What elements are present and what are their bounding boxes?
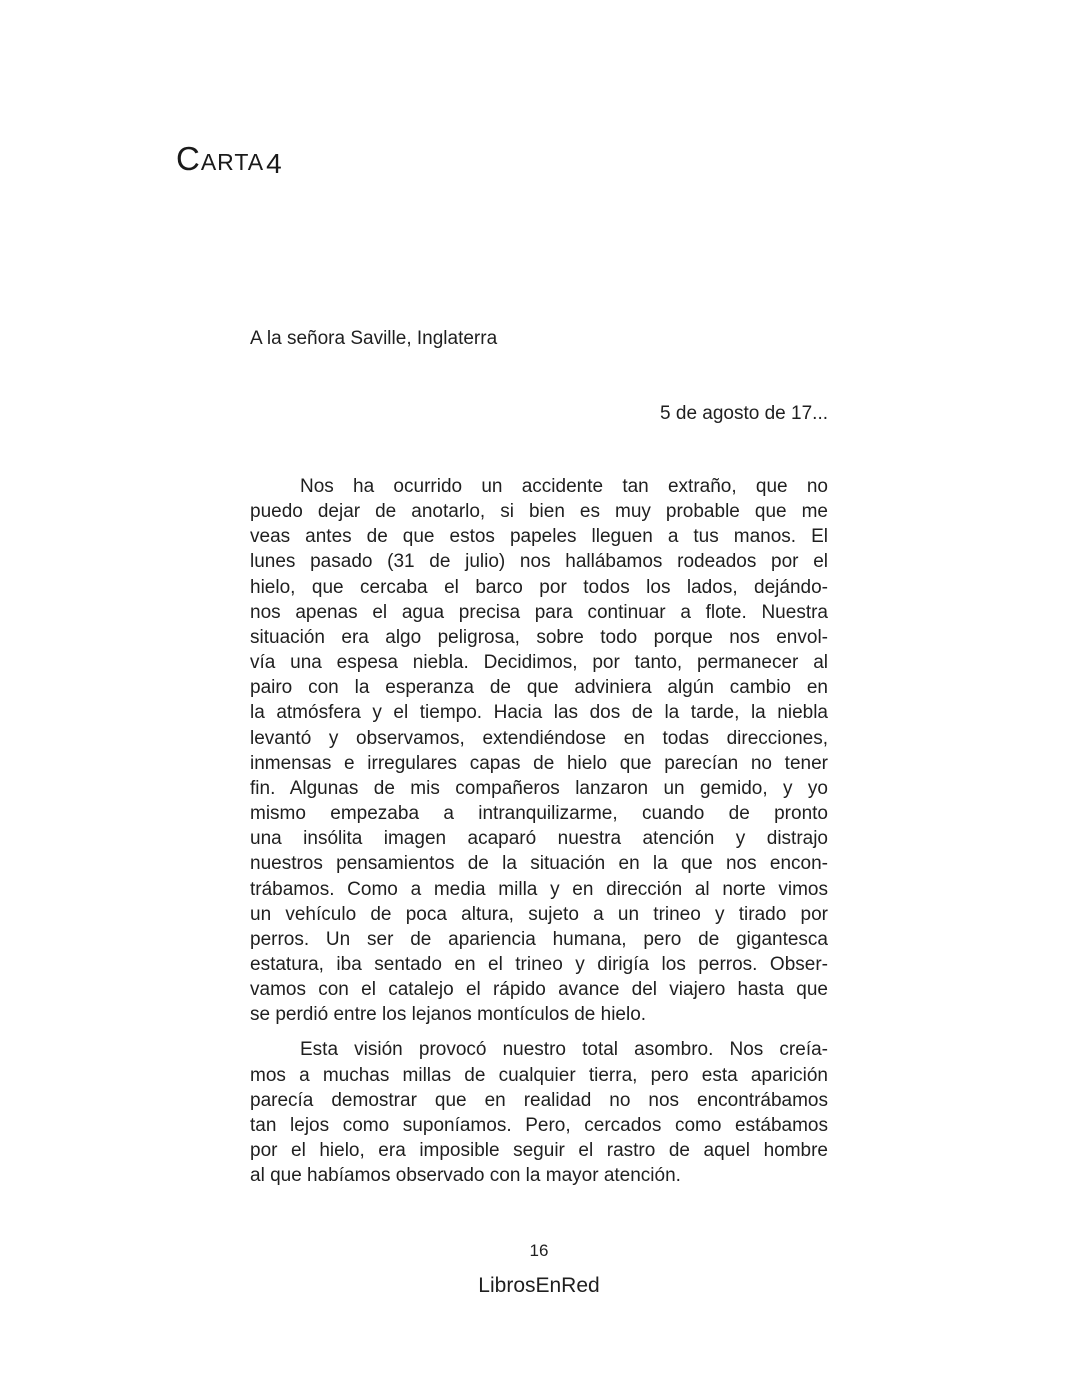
text-line: Esta visión provocó nuestro total asombro. Nos creía- [300, 1039, 828, 1061]
publisher-imprint: LibrosEnRed [478, 1274, 600, 1297]
chapter-heading-number: 4 [266, 148, 282, 179]
text-line: lunes pasado (31 de julio) nos hallábamos rodeados por el [250, 551, 828, 573]
text-line: una insólita imagen acaparó nuestra atención y distrajo [250, 828, 828, 850]
text-line: tan lejos como suponíamos. Pero, cercados como estábamos [250, 1114, 828, 1136]
paragraph-2 [250, 1037, 828, 1188]
text-line: Nos ha ocurrido un accidente tan extraño, que no [300, 476, 828, 497]
text-line: un vehículo de poca altura, sujeto a un trineo y tirado por [250, 903, 828, 925]
text-line: puedo dejar de anotarlo, si bien es muy probable que me [250, 501, 828, 523]
text-line: nuestros pensamientos de la situación en la que nos encon- [250, 853, 828, 875]
page-number: 16 [529, 1241, 549, 1260]
text-line: se perdió entre los lejanos montículos de hielo. [250, 1004, 647, 1026]
text-line: levantó y observamos, extendiéndose en todas direcciones, [250, 727, 828, 749]
text-line: fin. Algunas de mis compañeros lanzaron un gemido, y yo [250, 777, 828, 799]
text-line: parecía demostrar que en realidad no nos encontrábamos [250, 1089, 828, 1111]
text-line: nos apenas el agua precisa para continuar a flote. Nuestra [250, 601, 828, 623]
text-line: la atmósfera y el tiempo. Hacia las dos de la tarde, la niebla [250, 702, 828, 724]
text-line: trábamos. Como a media milla y en dirección al norte vimos [250, 878, 828, 900]
text-line: veas antes de que estos papeles lleguen a tus manos. El [250, 526, 828, 548]
text-line: vía una espesa niebla. Decidimos, por tanto, permanecer al [250, 652, 828, 674]
text-line: situación era algo peligrosa, sobre todo porque nos envol- [250, 626, 828, 648]
text-line: mismo empezaba a intranquilizarme, cuando de pronto [250, 803, 828, 825]
chapter-heading-word: Carta [176, 140, 265, 177]
paragraph-1 [250, 474, 828, 1027]
text-line: vamos con el catalejo el rápido avance del viajero hasta que [250, 979, 828, 1001]
text-line: perros. Un ser de apariencia humana, pero de gigantesca [250, 928, 828, 950]
text-line: inmensas e irregulares capas de hielo que parecían no tener [250, 752, 828, 774]
salutation-line: A la señora Saville, Inglaterra [250, 328, 498, 349]
chapter-heading [176, 140, 282, 179]
letter-body [250, 474, 828, 1198]
date-line: 5 de agosto de 17... [660, 403, 828, 424]
text-line: pairo con la esperanza de que adviniera algún cambio en [250, 677, 828, 699]
text-line: estatura, iba sentado en el trineo y dirigía los perros. Obser- [250, 953, 828, 975]
text-line: hielo, que cercaba el barco por todos los lados, dejándo- [250, 576, 828, 598]
text-line: mos a muchas millas de cualquier tierra, pero esta aparición [250, 1064, 828, 1086]
text-line: por el hielo, era imposible seguir el rastro de aquel hombre [250, 1140, 828, 1162]
text-line: al que habíamos observado con la mayor atención. [250, 1165, 681, 1187]
